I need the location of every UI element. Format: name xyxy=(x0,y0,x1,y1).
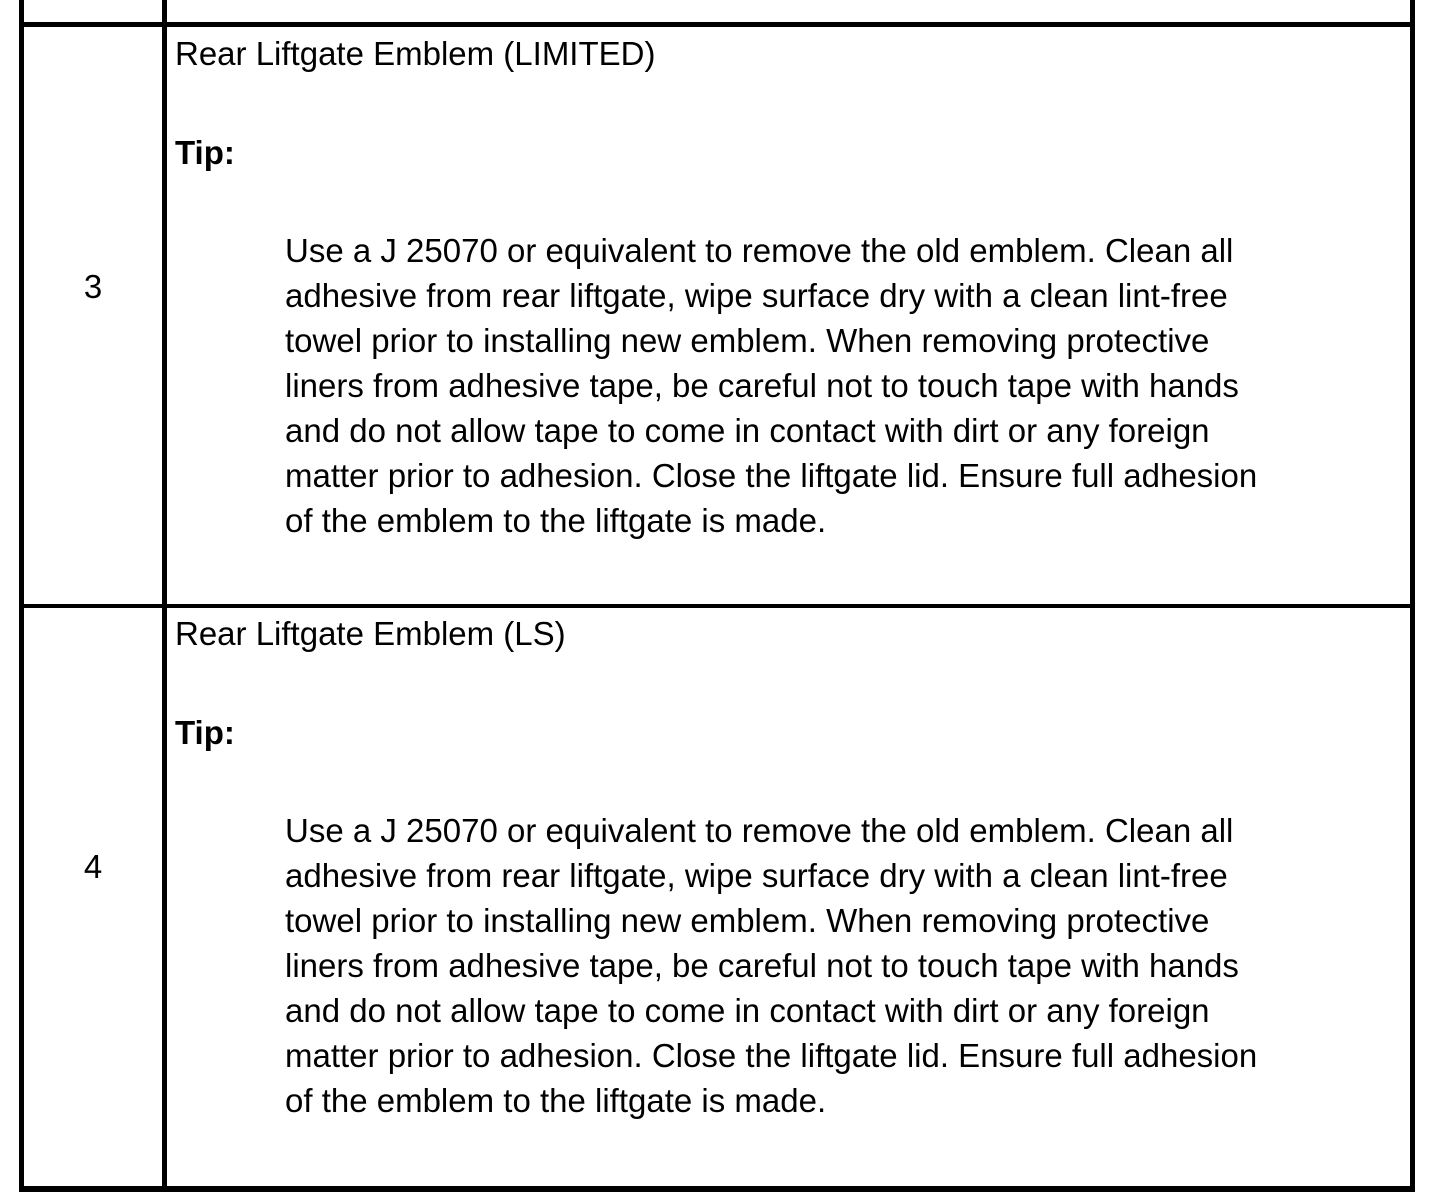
tip-text-line: matter prior to adhesion. Close the liftgate lid. Ensure full adhesion xyxy=(285,457,1258,494)
table-row-divider-top xyxy=(19,22,1415,27)
step-number: 4 xyxy=(83,848,103,885)
tip-label: Tip: xyxy=(175,714,235,751)
tip-text-line: of the emblem to the liftgate is made. xyxy=(285,502,827,539)
step-title: Rear Liftgate Emblem (LIMITED) xyxy=(175,35,656,72)
tip-text-line: and do not allow tape to come in contact with dirt or any foreign xyxy=(285,412,1210,449)
tip-text-line: adhesive from rear liftgate, wipe surface dry with a clean lint-free xyxy=(285,857,1228,894)
tip-text-line: liners from adhesive tape, be careful not to touch tape with hands xyxy=(285,367,1239,404)
tip-text xyxy=(285,228,1400,543)
table-row-divider-middle xyxy=(19,604,1415,608)
table-column-divider xyxy=(162,0,167,1192)
tip-text xyxy=(285,808,1400,1123)
table-border-bottom xyxy=(19,1186,1415,1192)
tip-text-line: of the emblem to the liftgate is made. xyxy=(285,1082,827,1119)
step-title: Rear Liftgate Emblem (LS) xyxy=(175,615,566,652)
table-border-right xyxy=(1410,0,1415,1192)
tip-text-line: Use a J 25070 or equivalent to remove the old emblem. Clean all xyxy=(285,812,1234,849)
table-border-left xyxy=(19,0,24,1192)
tip-text-line: adhesive from rear liftgate, wipe surface dry with a clean lint-free xyxy=(285,277,1228,314)
tip-text-line: towel prior to installing new emblem. When removing protective xyxy=(285,902,1210,939)
tip-text-line: and do not allow tape to come in contact with dirt or any foreign xyxy=(285,992,1210,1029)
tip-text-line: liners from adhesive tape, be careful not to touch tape with hands xyxy=(285,947,1239,984)
step-number: 3 xyxy=(83,268,103,305)
tip-label: Tip: xyxy=(175,134,235,171)
tip-text-line: matter prior to adhesion. Close the liftgate lid. Ensure full adhesion xyxy=(285,1037,1258,1074)
tip-text-line: towel prior to installing new emblem. When removing protective xyxy=(285,322,1210,359)
tip-text-line: Use a J 25070 or equivalent to remove the old emblem. Clean all xyxy=(285,232,1234,269)
